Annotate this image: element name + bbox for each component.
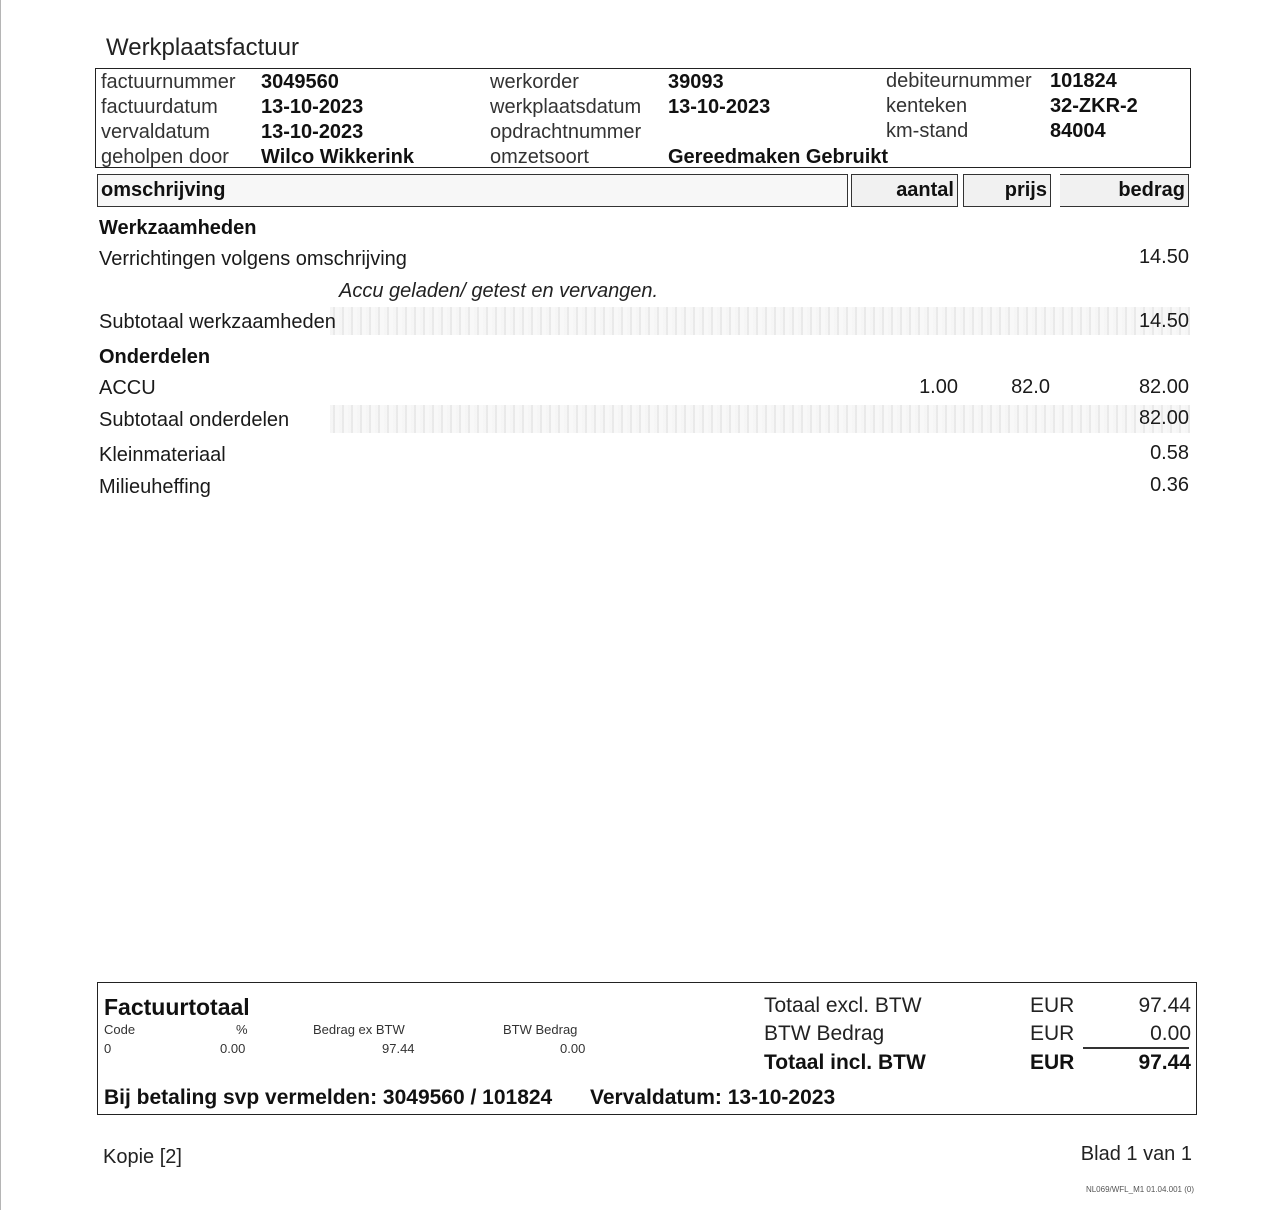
footer-title: Factuurtotaal bbox=[104, 994, 250, 1020]
page-number: Blad 1 van 1 bbox=[1080, 1143, 1192, 1165]
omzetsoort-value: Gereedmaken Gebruikt bbox=[668, 146, 889, 168]
vervaldatum-label: vervaldatum bbox=[101, 121, 210, 143]
form-code: NL069/WFL_M1 01.04.001 (0) bbox=[1085, 1185, 1194, 1194]
kmstand-value: 84004 bbox=[1050, 120, 1106, 142]
omzetsoort-label: omzetsoort bbox=[490, 146, 589, 168]
part-aantal: 1.00 bbox=[919, 376, 958, 398]
work-note: Accu geladen/ getest en vervangen. bbox=[339, 280, 659, 302]
geholpen-value: Wilco Wikkerink bbox=[261, 146, 415, 168]
werkorder-label: werkorder bbox=[490, 71, 579, 93]
kleinmateriaal-label: Kleinmateriaal bbox=[99, 444, 226, 466]
total-separator bbox=[1083, 1047, 1189, 1049]
kenteken-label: kenteken bbox=[886, 95, 968, 117]
factuurdatum-value: 13-10-2023 bbox=[261, 96, 364, 118]
factuurnummer-value: 3049560 bbox=[261, 71, 339, 93]
kenteken-value: 32-ZKR-2 bbox=[1050, 95, 1138, 117]
opdrachtnummer-label: opdrachtnummer bbox=[490, 121, 642, 143]
section-heading-onderdelen: Onderdelen bbox=[99, 346, 211, 368]
milieuheffing-value: 0.36 bbox=[1150, 474, 1189, 496]
factuurnummer-label: factuurnummer bbox=[101, 71, 236, 93]
subtotal-werkzaamheden-value: 14.50 bbox=[1138, 310, 1189, 332]
line-item-description: Verrichtingen volgens omschrijving bbox=[99, 248, 407, 270]
btw-bedrag-value: 0.00 bbox=[1150, 1022, 1191, 1045]
payment-reference: Bij betaling svp vermelden: 3049560 / 101824 bbox=[104, 1086, 553, 1109]
section-heading-werkzaamheden: Werkzaamheden bbox=[99, 217, 257, 239]
vervaldatum-value: 13-10-2023 bbox=[261, 121, 364, 143]
werkplaatsdatum-label: werkplaatsdatum bbox=[490, 96, 642, 118]
debiteurnummer-label: debiteurnummer bbox=[886, 70, 1032, 92]
subtotal-werkzaamheden-label: Subtotaal werkzaamheden bbox=[99, 311, 336, 333]
vat-code-value: 0 bbox=[104, 1041, 112, 1056]
totaal-incl-value: 97.44 bbox=[1138, 1051, 1191, 1074]
btw-bedrag-col-value: 0.00 bbox=[560, 1041, 586, 1056]
copy-label: Kopie [2] bbox=[103, 1146, 182, 1168]
totaal-incl-currency: EUR bbox=[1030, 1051, 1075, 1074]
werkorder-value: 39093 bbox=[668, 71, 724, 93]
debiteurnummer-value: 101824 bbox=[1050, 70, 1117, 92]
part-prijs: 82.0 bbox=[1011, 376, 1050, 398]
btw-bedrag-col-label: BTW Bedrag bbox=[503, 1022, 578, 1037]
column-header-aantal: aantal bbox=[851, 174, 958, 207]
vat-pct-value: 0.00 bbox=[220, 1041, 246, 1056]
subtotal-shading bbox=[330, 307, 1190, 335]
totaal-incl-label: Totaal incl. BTW bbox=[764, 1051, 926, 1074]
vat-code-label: Code bbox=[104, 1022, 136, 1037]
vat-pct-label: % bbox=[236, 1022, 248, 1037]
totaal-excl-value: 97.44 bbox=[1138, 994, 1191, 1017]
milieuheffing-label: Milieuheffing bbox=[99, 476, 211, 498]
page-edge bbox=[0, 0, 1, 1210]
totaal-excl-currency: EUR bbox=[1030, 994, 1075, 1017]
page-title: Werkplaatsfactuur bbox=[106, 34, 299, 61]
totaal-excl-label: Totaal excl. BTW bbox=[764, 994, 922, 1017]
kmstand-label: km-stand bbox=[886, 120, 969, 142]
werkplaatsdatum-value: 13-10-2023 bbox=[668, 96, 771, 118]
column-header-omschrijving: omschrijving bbox=[97, 174, 848, 207]
column-header-prijs: prijs bbox=[963, 174, 1051, 207]
bedrag-ex-btw-value: 97.44 bbox=[382, 1041, 415, 1056]
btw-bedrag-currency: EUR bbox=[1030, 1022, 1075, 1045]
payment-due-date: Vervaldatum: 13-10-2023 bbox=[590, 1086, 836, 1109]
part-bedrag: 82.00 bbox=[1138, 376, 1189, 398]
btw-bedrag-label: BTW Bedrag bbox=[764, 1022, 885, 1045]
line-item-amount: 14.50 bbox=[1138, 246, 1189, 268]
column-header-bedrag: bedrag bbox=[1060, 174, 1189, 207]
factuurdatum-label: factuurdatum bbox=[101, 96, 218, 118]
bedrag-ex-btw-label: Bedrag ex BTW bbox=[313, 1022, 405, 1037]
subtotal-onderdelen-value: 82.00 bbox=[1138, 407, 1189, 429]
subtotal-onderdelen-label: Subtotaal onderdelen bbox=[99, 409, 290, 431]
geholpen-label: geholpen door bbox=[101, 146, 229, 168]
part-description: ACCU bbox=[99, 377, 156, 399]
subtotal-shading bbox=[330, 405, 1190, 433]
kleinmateriaal-value: 0.58 bbox=[1150, 442, 1189, 464]
